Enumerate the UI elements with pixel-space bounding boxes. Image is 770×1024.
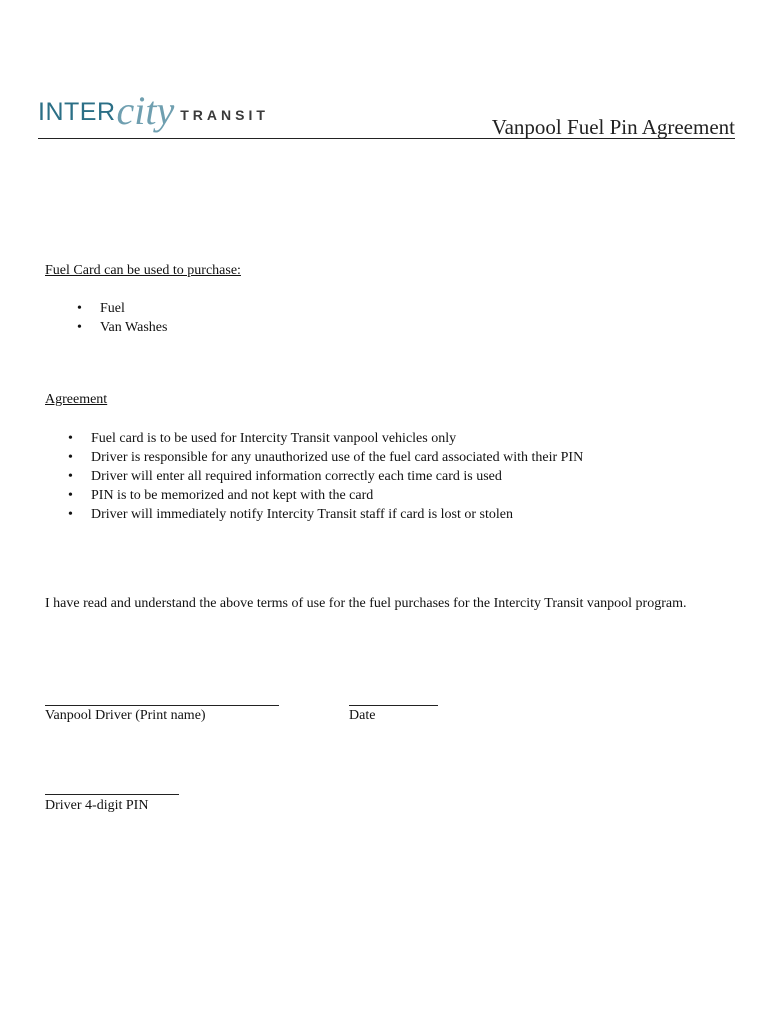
list-item: • Van Washes xyxy=(76,318,167,337)
purchase-list xyxy=(76,299,167,337)
list-item: • Driver will enter all required information correctly each time card is used xyxy=(67,467,583,486)
driver-name-label: Vanpool Driver (Print name) xyxy=(45,708,206,723)
driver-name-line[interactable] xyxy=(45,705,279,706)
logo-city-text: city xyxy=(116,88,175,133)
pin-label: Driver 4-digit PIN xyxy=(45,798,149,813)
logo-transit-text: TRANSIT xyxy=(180,107,269,123)
list-item: • Fuel xyxy=(76,299,167,318)
agreement-list xyxy=(67,429,583,524)
agreement-heading: Agreement xyxy=(45,392,108,407)
pin-line[interactable] xyxy=(45,794,179,795)
purchase-heading: Fuel Card can be used to purchase: xyxy=(45,263,241,278)
intercity-transit-logo xyxy=(38,88,269,138)
acknowledgement-statement: I have read and understand the above terms of use for the fuel purchases for the Intercity Transit vanpool program. xyxy=(45,596,687,611)
date-line[interactable] xyxy=(349,705,438,706)
list-item: • Driver is responsible for any unauthorized use of the fuel card associated with their PIN xyxy=(67,448,583,467)
logo-inter-text: INTER xyxy=(38,98,116,126)
date-label: Date xyxy=(349,708,376,723)
list-item: • Driver will immediately notify Intercity Transit staff if card is lost or stolen xyxy=(67,505,583,524)
list-item: • PIN is to be memorized and not kept with the card xyxy=(67,486,583,505)
list-item: • Fuel card is to be used for Intercity Transit vanpool vehicles only xyxy=(67,429,583,448)
document-title: Vanpool Fuel Pin Agreement xyxy=(491,115,735,139)
header-divider xyxy=(38,138,735,139)
